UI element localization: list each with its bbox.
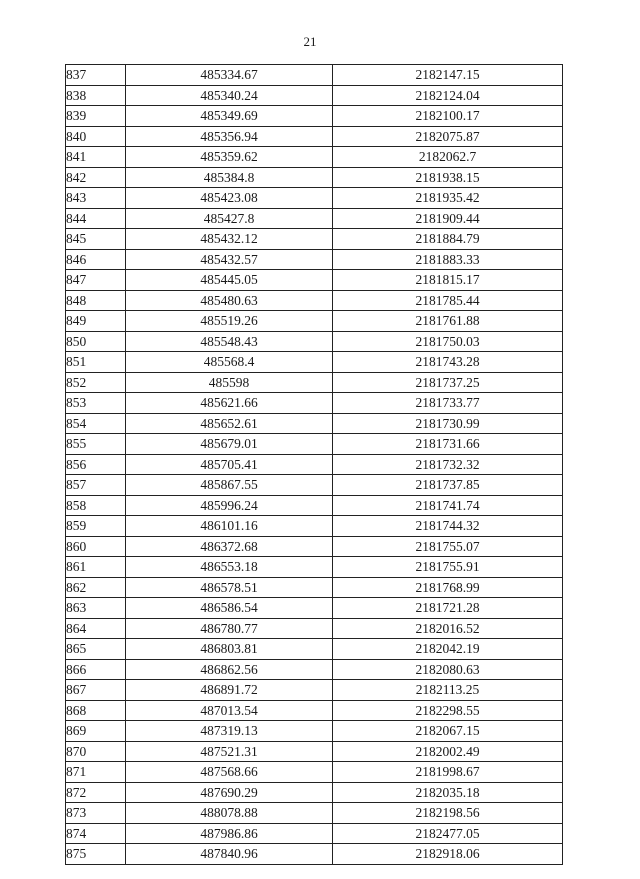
x-coordinate-cell: 485548.43 — [126, 331, 333, 352]
y-coordinate-cell: 2181768.99 — [333, 577, 563, 598]
point-number-cell: 850 — [66, 331, 126, 352]
point-number-cell: 856 — [66, 454, 126, 475]
x-coordinate-cell: 485867.55 — [126, 475, 333, 496]
point-number-cell: 846 — [66, 249, 126, 270]
point-number-cell: 854 — [66, 413, 126, 434]
x-coordinate-cell: 486578.51 — [126, 577, 333, 598]
y-coordinate-cell: 2181755.91 — [333, 557, 563, 578]
x-coordinate-cell: 485568.4 — [126, 352, 333, 373]
y-coordinate-cell: 2182035.18 — [333, 782, 563, 803]
y-coordinate-cell: 2182002.49 — [333, 741, 563, 762]
x-coordinate-cell: 485427.8 — [126, 208, 333, 229]
y-coordinate-cell: 2182113.25 — [333, 680, 563, 701]
point-number-cell: 845 — [66, 229, 126, 250]
x-coordinate-cell: 485432.57 — [126, 249, 333, 270]
point-number-cell: 868 — [66, 700, 126, 721]
x-coordinate-cell: 486862.56 — [126, 659, 333, 680]
table-row — [66, 762, 563, 783]
point-number-cell: 841 — [66, 147, 126, 168]
point-number-cell: 853 — [66, 393, 126, 414]
y-coordinate-cell: 2182016.52 — [333, 618, 563, 639]
point-number-cell: 852 — [66, 372, 126, 393]
y-coordinate-cell: 2182075.87 — [333, 126, 563, 147]
y-coordinate-cell: 2181744.32 — [333, 516, 563, 537]
y-coordinate-cell: 2182100.17 — [333, 106, 563, 127]
point-number-cell: 843 — [66, 188, 126, 209]
point-number-cell: 860 — [66, 536, 126, 557]
y-coordinate-cell: 2181785.44 — [333, 290, 563, 311]
table-row — [66, 475, 563, 496]
x-coordinate-cell: 485356.94 — [126, 126, 333, 147]
table-row — [66, 331, 563, 352]
table-row — [66, 700, 563, 721]
point-number-cell: 849 — [66, 311, 126, 332]
table-row — [66, 65, 563, 86]
y-coordinate-cell: 2181721.28 — [333, 598, 563, 619]
x-coordinate-cell: 485432.12 — [126, 229, 333, 250]
y-coordinate-cell: 2181737.25 — [333, 372, 563, 393]
x-coordinate-cell: 488078.88 — [126, 803, 333, 824]
point-number-cell: 840 — [66, 126, 126, 147]
table-row — [66, 516, 563, 537]
y-coordinate-cell: 2181761.88 — [333, 311, 563, 332]
coordinates-table-body — [66, 65, 563, 865]
table-row — [66, 803, 563, 824]
x-coordinate-cell: 485349.69 — [126, 106, 333, 127]
table-row — [66, 844, 563, 865]
y-coordinate-cell: 2181743.28 — [333, 352, 563, 373]
y-coordinate-cell: 2181732.32 — [333, 454, 563, 475]
y-coordinate-cell: 2181938.15 — [333, 167, 563, 188]
x-coordinate-cell: 485480.63 — [126, 290, 333, 311]
table-row — [66, 290, 563, 311]
x-coordinate-cell: 487986.86 — [126, 823, 333, 844]
y-coordinate-cell: 2182918.06 — [333, 844, 563, 865]
x-coordinate-cell: 485334.67 — [126, 65, 333, 86]
point-number-cell: 870 — [66, 741, 126, 762]
y-coordinate-cell: 2182477.05 — [333, 823, 563, 844]
table-row — [66, 782, 563, 803]
y-coordinate-cell: 2181731.66 — [333, 434, 563, 455]
x-coordinate-cell: 487690.29 — [126, 782, 333, 803]
x-coordinate-cell: 487568.66 — [126, 762, 333, 783]
table-row — [66, 721, 563, 742]
table-row — [66, 311, 563, 332]
point-number-cell: 865 — [66, 639, 126, 660]
y-coordinate-cell: 2182067.15 — [333, 721, 563, 742]
x-coordinate-cell: 487840.96 — [126, 844, 333, 865]
point-number-cell: 871 — [66, 762, 126, 783]
point-number-cell: 861 — [66, 557, 126, 578]
x-coordinate-cell: 485423.08 — [126, 188, 333, 209]
y-coordinate-cell: 2181909.44 — [333, 208, 563, 229]
point-number-cell: 851 — [66, 352, 126, 373]
table-row — [66, 823, 563, 844]
y-coordinate-cell: 2181750.03 — [333, 331, 563, 352]
point-number-cell: 864 — [66, 618, 126, 639]
y-coordinate-cell: 2181755.07 — [333, 536, 563, 557]
point-number-cell: 855 — [66, 434, 126, 455]
x-coordinate-cell: 485598 — [126, 372, 333, 393]
table-row — [66, 85, 563, 106]
y-coordinate-cell: 2181741.74 — [333, 495, 563, 516]
x-coordinate-cell: 485445.05 — [126, 270, 333, 291]
page-number: 21 — [303, 34, 317, 49]
y-coordinate-cell: 2182080.63 — [333, 659, 563, 680]
x-coordinate-cell: 485679.01 — [126, 434, 333, 455]
x-coordinate-cell: 487319.13 — [126, 721, 333, 742]
point-number-cell: 837 — [66, 65, 126, 86]
point-number-cell: 857 — [66, 475, 126, 496]
y-coordinate-cell: 2181998.67 — [333, 762, 563, 783]
x-coordinate-cell: 486891.72 — [126, 680, 333, 701]
table-row — [66, 618, 563, 639]
table-row — [66, 167, 563, 188]
y-coordinate-cell: 2181733.77 — [333, 393, 563, 414]
x-coordinate-cell: 485384.8 — [126, 167, 333, 188]
y-coordinate-cell: 2181815.17 — [333, 270, 563, 291]
table-row — [66, 557, 563, 578]
table-row — [66, 229, 563, 250]
x-coordinate-cell: 486372.68 — [126, 536, 333, 557]
x-coordinate-cell: 486780.77 — [126, 618, 333, 639]
table-row — [66, 659, 563, 680]
table-row — [66, 352, 563, 373]
point-number-cell: 862 — [66, 577, 126, 598]
table-row — [66, 208, 563, 229]
point-number-cell: 858 — [66, 495, 126, 516]
table-row — [66, 147, 563, 168]
point-number-cell: 839 — [66, 106, 126, 127]
table-row — [66, 270, 563, 291]
table-row — [66, 536, 563, 557]
point-number-cell: 838 — [66, 85, 126, 106]
table-row — [66, 577, 563, 598]
table-row — [66, 126, 563, 147]
y-coordinate-cell: 2181730.99 — [333, 413, 563, 434]
y-coordinate-cell: 2181884.79 — [333, 229, 563, 250]
table-row — [66, 249, 563, 270]
x-coordinate-cell: 485340.24 — [126, 85, 333, 106]
x-coordinate-cell: 487521.31 — [126, 741, 333, 762]
table-row — [66, 393, 563, 414]
x-coordinate-cell: 485359.62 — [126, 147, 333, 168]
y-coordinate-cell: 2181737.85 — [333, 475, 563, 496]
point-number-cell: 872 — [66, 782, 126, 803]
x-coordinate-cell: 485519.26 — [126, 311, 333, 332]
coordinates-table — [65, 64, 563, 865]
y-coordinate-cell: 2182062.7 — [333, 147, 563, 168]
x-coordinate-cell: 485996.24 — [126, 495, 333, 516]
x-coordinate-cell: 486101.16 — [126, 516, 333, 537]
table-row — [66, 106, 563, 127]
x-coordinate-cell: 487013.54 — [126, 700, 333, 721]
point-number-cell: 874 — [66, 823, 126, 844]
x-coordinate-cell: 486586.54 — [126, 598, 333, 619]
y-coordinate-cell: 2181935.42 — [333, 188, 563, 209]
y-coordinate-cell: 2182198.56 — [333, 803, 563, 824]
table-row — [66, 741, 563, 762]
x-coordinate-cell: 485652.61 — [126, 413, 333, 434]
point-number-cell: 859 — [66, 516, 126, 537]
point-number-cell: 867 — [66, 680, 126, 701]
table-row — [66, 434, 563, 455]
x-coordinate-cell: 486803.81 — [126, 639, 333, 660]
point-number-cell: 844 — [66, 208, 126, 229]
y-coordinate-cell: 2182042.19 — [333, 639, 563, 660]
x-coordinate-cell: 485621.66 — [126, 393, 333, 414]
point-number-cell: 863 — [66, 598, 126, 619]
point-number-cell: 848 — [66, 290, 126, 311]
point-number-cell: 842 — [66, 167, 126, 188]
y-coordinate-cell: 2182124.04 — [333, 85, 563, 106]
point-number-cell: 847 — [66, 270, 126, 291]
y-coordinate-cell: 2182298.55 — [333, 700, 563, 721]
point-number-cell: 869 — [66, 721, 126, 742]
y-coordinate-cell: 2182147.15 — [333, 65, 563, 86]
table-row — [66, 372, 563, 393]
table-row — [66, 413, 563, 434]
table-row — [66, 598, 563, 619]
x-coordinate-cell: 486553.18 — [126, 557, 333, 578]
table-row — [66, 188, 563, 209]
point-number-cell: 875 — [66, 844, 126, 865]
table-row — [66, 454, 563, 475]
point-number-cell: 873 — [66, 803, 126, 824]
x-coordinate-cell: 485705.41 — [126, 454, 333, 475]
table-row — [66, 639, 563, 660]
table-row — [66, 495, 563, 516]
table-row — [66, 680, 563, 701]
y-coordinate-cell: 2181883.33 — [333, 249, 563, 270]
point-number-cell: 866 — [66, 659, 126, 680]
